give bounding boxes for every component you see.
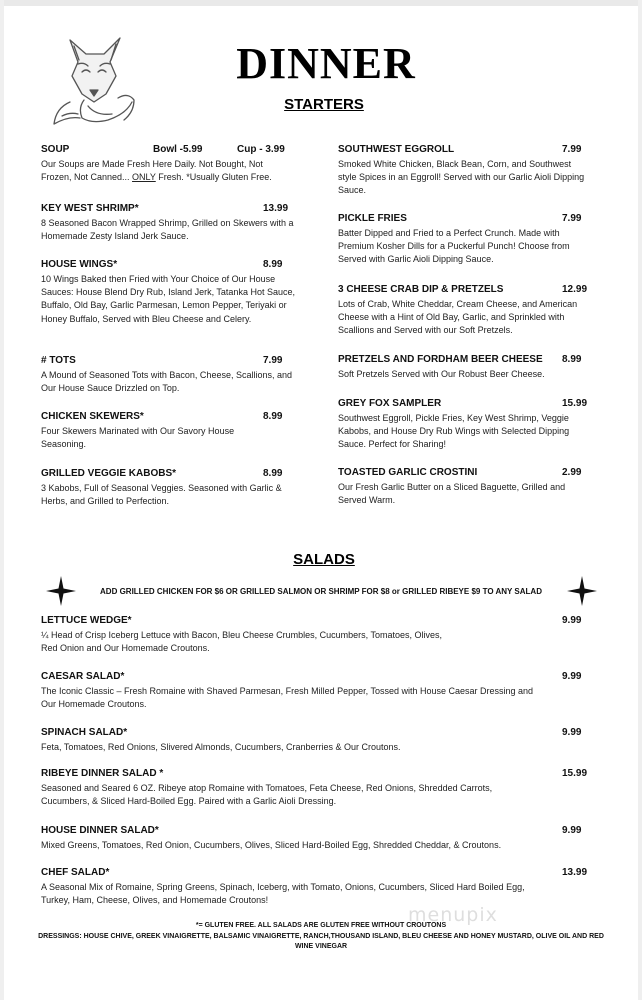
item-name: HOUSE WINGS*: [41, 259, 118, 270]
item-description: 10 Wings Baked then Fried with Your Choice of Our House Sauces: House Blend Dry Rub, Island Jerk, Tatanka Hot Sauce, Buffalo, Old Bay, Garlic Parmesan, Lemon Pepper, Teriyaki or Honey Buffalo, Served with Bleu Cheese and Celery.: [41, 274, 295, 324]
item-price: 9.99: [562, 671, 582, 682]
item-name: PRETZELS AND FORDHAM BEER CHEESE: [338, 354, 543, 365]
menu-item-key-west-shrimp: [41, 202, 295, 243]
page-border-right: [638, 0, 642, 1000]
item-price: 13.99: [263, 203, 289, 214]
menu-item-southwest-eggroll: [338, 143, 588, 198]
item-price: 15.99: [562, 398, 588, 409]
item-name: GRILLED VEGGIE KABOBS*: [41, 468, 177, 479]
menu-item-ribeye-dinner-salad: [41, 767, 601, 808]
item-description: Mixed Greens, Tomatoes, Red Onion, Cucumbers, Olives, Sliced Hard-Boiled Egg, Shredded Cheddar, & Croutons.: [41, 840, 502, 850]
item-description: The Iconic Classic – Fresh Romaine with Shaved Parmesan, Fresh Milled Pepper, Tossed with House Caesar Dressing and Our Homemade Croutons.: [41, 686, 534, 710]
item-price: 7.99: [562, 144, 582, 155]
item-description: A Mound of Seasoned Tots with Bacon, Cheese, Scallions, and Our House Sauce Drizzled on Top.: [41, 370, 292, 394]
menu-item-soup: [41, 143, 291, 184]
menu-item-pretzels-beer-cheese: [338, 353, 590, 381]
item-description: ¼ Head of Crisp Iceberg Lettuce with Bacon, Bleu Cheese Crumbles, Cucumbers, Tomatoes, Olives, Red Onion and Our Homemade Croutons.: [41, 630, 443, 654]
menu-item-lettuce-wedge: [41, 614, 601, 655]
menu-item-spinach-salad: [41, 726, 601, 754]
menu-item-grilled-veggie-kabobs: [41, 467, 293, 508]
item-price: 15.99: [562, 768, 588, 779]
item-price: 7.99: [263, 355, 283, 366]
item-name: CHEF SALAD*: [41, 867, 110, 878]
item-price: 7.99: [562, 213, 582, 224]
item-price: 9.99: [562, 727, 582, 738]
item-price: 8.99: [562, 354, 582, 365]
star-left-icon: [46, 576, 76, 606]
star-right-icon: [567, 576, 597, 606]
menu-item-chicken-skewers: [41, 410, 283, 451]
item-price: 8.99: [263, 468, 283, 479]
item-price: 2.99: [562, 467, 582, 478]
menu-item-pickle-fries: [338, 212, 588, 267]
page-border-left: [0, 0, 4, 1000]
starters-heading: STARTERS: [284, 96, 364, 113]
item-description: Seasoned and Seared 6 OZ. Ribeye atop Romaine with Tomatoes, Feta Cheese, Red Onions, Shredded Carrots, Cucumbers, & Sliced Hard-Boiled Egg. Paired with a Garlic Aioli Dressing.: [41, 783, 493, 807]
item-name: KEY WEST SHRIMP*: [41, 203, 139, 214]
item-name: CAESAR SALAD*: [41, 671, 125, 682]
item-name: GREY FOX SAMPLER: [338, 398, 442, 409]
item-name: 3 CHEESE CRAB DIP & PRETZELS: [338, 284, 504, 295]
menu-title: DINNER: [236, 39, 416, 88]
menu-item-toasted-garlic-crostini: [338, 466, 590, 507]
item-description: 3 Kabobs, Full of Seasonal Veggies. Seasoned with Garlic & Herbs, and Grilled to Perfection.: [41, 483, 282, 507]
menu-item-tots: [41, 354, 303, 395]
item-description: Four Skewers Marinated with Our Savory House Seasoning.: [41, 426, 235, 450]
gluten-free-note: *= GLUTEN FREE. ALL SALADS ARE GLUTEN FREE WITHOUT CROUTONS: [195, 922, 447, 929]
item-name: SPINACH SALAD*: [41, 727, 128, 738]
item-description: Our Fresh Garlic Butter on a Sliced Baguette, Grilled and Served Warm.: [338, 482, 566, 506]
item-price: 9.99: [562, 825, 582, 836]
item-price: 8.99: [263, 259, 283, 270]
menu-item-house-wings: [41, 258, 299, 326]
menu-item-crab-dip-pretzels: [338, 283, 590, 338]
item-description: Lots of Crab, White Cheddar, Cream Cheese, and American Cheese with a Hint of Old Bay, Garlic, and Sprinkled with Scallions and Served with our Soft Pretzels.: [338, 299, 578, 336]
menu-item-house-dinner-salad: [41, 824, 601, 852]
salads-heading: SALADS: [293, 551, 355, 568]
menu-item-grey-fox-sampler: [338, 397, 590, 452]
item-description: 8 Seasoned Bacon Wrapped Shrimp, Grilled on Skewers with a Homemade Zesty Island Jerk Sauce.: [41, 218, 294, 242]
item-price: 13.99: [562, 867, 588, 878]
item-description: A Seasonal Mix of Romaine, Spring Greens, Spinach, Iceberg, with Tomato, Onions, Cucumbers, Sliced Hard Boiled Egg, Turkey, Ham, Cheese, Olives, and Homemade Croutons!: [41, 882, 525, 906]
item-description: Feta, Tomatoes, Red Onions, Slivered Almonds, Cucumbers, Cranberries & Our Croutons.: [41, 742, 401, 752]
item-price-bowl: Bowl -5.99: [153, 144, 203, 155]
item-name: # TOTS: [41, 355, 76, 366]
item-description: Smoked White Chicken, Black Bean, Corn, and Southwest style Spices in an Eggroll! Served with our Garlic Aioli Dipping Sauce.: [338, 159, 585, 196]
menu-item-caesar-salad: [41, 670, 601, 711]
item-price: 8.99: [263, 411, 283, 422]
item-name: HOUSE DINNER SALAD*: [41, 825, 159, 836]
item-description: Our Soups are Made Fresh Here Daily. Not Bought, Not Frozen, Not Canned... ONLY Fresh. *Usually Gluten Free.: [41, 159, 272, 183]
item-name: RIBEYE DINNER SALAD *: [41, 768, 164, 779]
item-description: Southwest Eggroll, Pickle Fries, Key West Shrimp, Veggie Kabobs, and House Dry Rub Wings with Selected Dipping Sauce. Perfect for Sharing!: [338, 413, 570, 450]
page-border-top: [0, 0, 642, 6]
item-price: 9.99: [562, 615, 582, 626]
item-price: 12.99: [562, 284, 588, 295]
item-description: Soft Pretzels Served with Our Robust Beer Cheese.: [338, 369, 545, 379]
watermark: menupix: [408, 904, 498, 926]
salad-addon-note: ADD GRILLED CHICKEN FOR $6 OR GRILLED SALMON OR SHRIMP FOR $8 or GRILLED RIBEYE $9 TO ANY SALAD: [100, 587, 542, 596]
item-name: PICKLE FRIES: [338, 213, 407, 224]
dressings-note: DRESSINGS: HOUSE CHIVE, GREEK VINAIGRETTE, BALSAMIC VINAIGRETTE, RANCH,THOUSAND ISLAND, BLEU CHEESE AND HONEY MUSTARD, OLIVE OIL AND RED WINE VINEGAR: [38, 933, 604, 950]
item-name: LETTUCE WEDGE*: [41, 615, 132, 626]
item-name: SOUTHWEST EGGROLL: [338, 144, 455, 155]
item-description: Batter Dipped and Fried to a Perfect Crunch. Made with Premium Kosher Dills for a Puckerful Punch! Choose from Served with Garlic Aioli Dipping Sauce.: [338, 228, 570, 265]
item-name: CHICKEN SKEWERS*: [41, 411, 144, 422]
item-name: TOASTED GARLIC CROSTINI: [338, 467, 478, 478]
menu-item-chef-salad: [41, 866, 601, 907]
fox-logo-icon: [48, 32, 140, 132]
item-price-cup: Cup - 3.99: [237, 144, 285, 155]
item-name: SOUP: [41, 144, 70, 155]
